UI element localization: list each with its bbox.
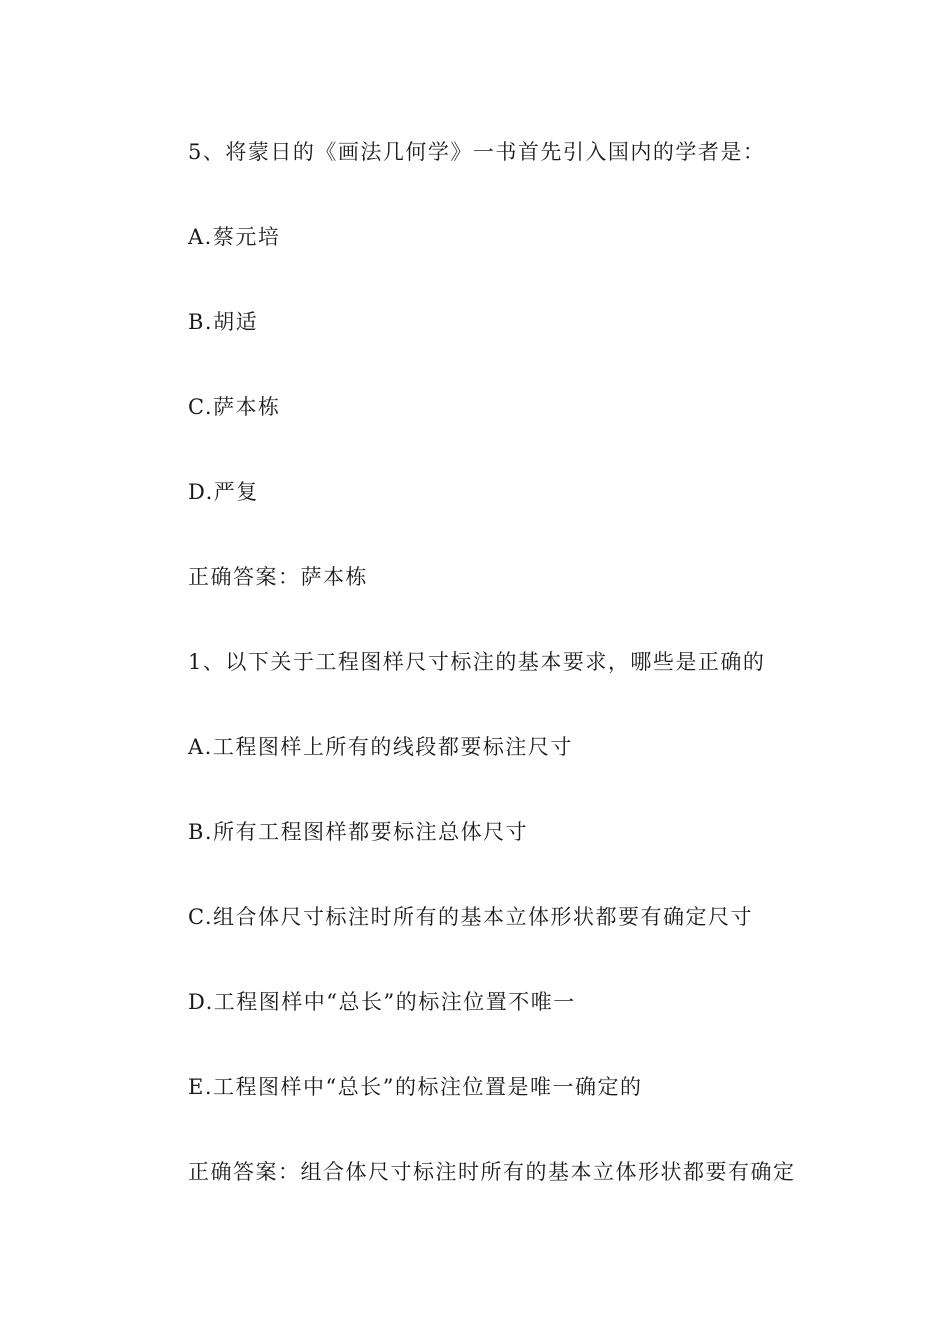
question-5-option-d: D.严复 xyxy=(188,480,259,504)
question-1-option-e: E.工程图样中“总长”的标注位置是唯一确定的 xyxy=(188,1075,643,1099)
question-5-option-a: A.蔡元培 xyxy=(188,225,281,249)
question-1-answer: 正确答案：组合体尺寸标注时所有的基本立体形状都要有确定 xyxy=(188,1160,796,1184)
question-5-stem: 5、将蒙日的《画法几何学》一书首先引入国内的学者是： xyxy=(188,140,766,164)
question-1-option-d: D.工程图样中“总长”的标注位置不唯一 xyxy=(188,990,576,1014)
question-1-stem: 1、以下关于工程图样尺寸标注的基本要求，哪些是正确的 xyxy=(188,650,766,674)
question-1-option-a: A.工程图样上所有的线段都要标注尺寸 xyxy=(188,735,573,759)
question-1-option-c: C.组合体尺寸标注时所有的基本立体形状都要有确定尺寸 xyxy=(188,905,753,929)
question-5-option-b: B.胡适 xyxy=(188,310,259,334)
question-1-option-b: B.所有工程图样都要标注总体尺寸 xyxy=(188,820,529,844)
question-5-answer: 正确答案：萨本栋 xyxy=(188,565,368,589)
question-5-option-c: C.萨本栋 xyxy=(188,395,281,419)
